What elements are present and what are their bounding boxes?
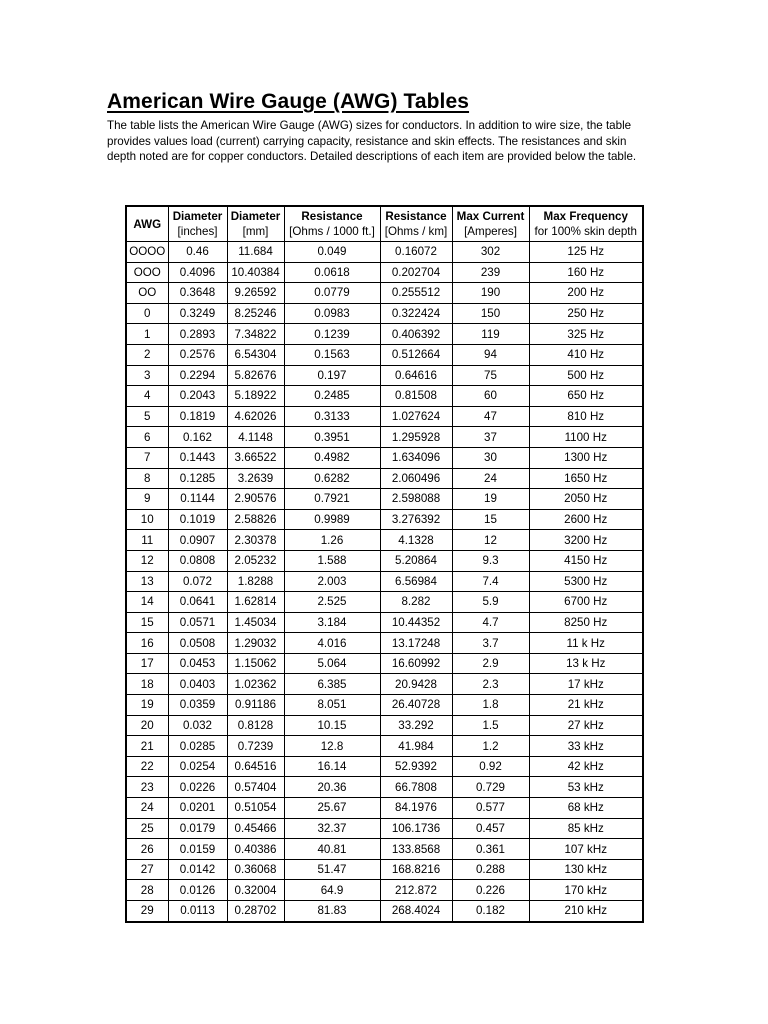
cell-resistance-km: 1.295928: [380, 427, 452, 448]
cell-diameter-inches: 0.0142: [168, 859, 227, 880]
table-row: [126, 571, 643, 592]
cell-diameter-inches: 0.0808: [168, 550, 227, 571]
table-row: [126, 344, 643, 365]
cell-awg: 12: [126, 550, 168, 571]
cell-awg: 21: [126, 736, 168, 757]
cell-resistance-km: 1.027624: [380, 406, 452, 427]
cell-diameter-inches: 0.1144: [168, 489, 227, 510]
column-header-label: Max Frequency: [543, 210, 628, 223]
column-header-awg: [126, 206, 168, 242]
table-row: [126, 386, 643, 407]
cell-max-frequency: 325 Hz: [529, 324, 643, 345]
table-row: [126, 736, 643, 757]
column-header-unit: [Ohms / 1000 ft.]: [289, 225, 375, 238]
cell-resistance-ft: 0.1239: [284, 324, 380, 345]
cell-awg: 11: [126, 530, 168, 551]
cell-max-frequency: 410 Hz: [529, 344, 643, 365]
column-header-resistance-km: [380, 206, 452, 242]
cell-resistance-km: 13.17248: [380, 633, 452, 654]
cell-diameter-inches: 0.0359: [168, 695, 227, 716]
cell-awg: 24: [126, 798, 168, 819]
cell-awg: OO: [126, 283, 168, 304]
cell-diameter-inches: 0.0254: [168, 756, 227, 777]
column-header-unit: for 100% skin depth: [534, 225, 637, 238]
cell-diameter-inches: 0.0113: [168, 901, 227, 922]
cell-diameter-inches: 0.4096: [168, 262, 227, 283]
cell-diameter-inches: 0.0508: [168, 633, 227, 654]
cell-resistance-ft: 2.525: [284, 592, 380, 613]
cell-max-frequency: 3200 Hz: [529, 530, 643, 551]
table-row: [126, 489, 643, 510]
cell-diameter-mm: 0.91186: [227, 695, 284, 716]
cell-resistance-km: 4.1328: [380, 530, 452, 551]
cell-diameter-mm: 7.34822: [227, 324, 284, 345]
table-row: [126, 592, 643, 613]
cell-max-current: 0.729: [452, 777, 529, 798]
cell-max-current: 0.457: [452, 818, 529, 839]
column-header-unit: [Amperes]: [464, 225, 517, 238]
table-row: [126, 365, 643, 386]
cell-max-frequency: 4150 Hz: [529, 550, 643, 571]
column-header-label: Resistance: [301, 210, 363, 223]
cell-diameter-mm: 2.05232: [227, 550, 284, 571]
cell-max-current: 3.7: [452, 633, 529, 654]
cell-resistance-ft: 8.051: [284, 695, 380, 716]
cell-resistance-ft: 0.6282: [284, 468, 380, 489]
cell-resistance-km: 6.56984: [380, 571, 452, 592]
cell-max-frequency: 650 Hz: [529, 386, 643, 407]
table-row: [126, 633, 643, 654]
table-row: [126, 798, 643, 819]
cell-resistance-km: 106.1736: [380, 818, 452, 839]
cell-max-frequency: 1100 Hz: [529, 427, 643, 448]
cell-awg: 2: [126, 344, 168, 365]
cell-diameter-inches: 0.3249: [168, 303, 227, 324]
cell-resistance-ft: 0.2485: [284, 386, 380, 407]
cell-resistance-km: 0.512664: [380, 344, 452, 365]
cell-diameter-inches: 0.2294: [168, 365, 227, 386]
cell-max-current: 150: [452, 303, 529, 324]
table-row: [126, 777, 643, 798]
cell-resistance-km: 0.16072: [380, 242, 452, 263]
cell-diameter-mm: 2.58826: [227, 509, 284, 530]
cell-resistance-ft: 51.47: [284, 859, 380, 880]
table-row: [126, 550, 643, 571]
table-row: [126, 612, 643, 633]
cell-diameter-mm: 6.54304: [227, 344, 284, 365]
cell-max-frequency: 8250 Hz: [529, 612, 643, 633]
cell-awg: 23: [126, 777, 168, 798]
cell-diameter-mm: 0.36068: [227, 859, 284, 880]
cell-awg: 7: [126, 447, 168, 468]
cell-max-frequency: 170 kHz: [529, 880, 643, 901]
cell-diameter-mm: 4.1148: [227, 427, 284, 448]
cell-awg: 22: [126, 756, 168, 777]
cell-diameter-mm: 0.64516: [227, 756, 284, 777]
cell-resistance-ft: 0.1563: [284, 344, 380, 365]
cell-diameter-inches: 0.0641: [168, 592, 227, 613]
cell-diameter-mm: 2.30378: [227, 530, 284, 551]
cell-resistance-ft: 64.9: [284, 880, 380, 901]
cell-diameter-mm: 0.32004: [227, 880, 284, 901]
cell-resistance-ft: 0.4982: [284, 447, 380, 468]
cell-resistance-ft: 0.7921: [284, 489, 380, 510]
cell-resistance-ft: 2.003: [284, 571, 380, 592]
column-header-label: Diameter: [230, 210, 281, 223]
cell-resistance-km: 0.255512: [380, 283, 452, 304]
cell-diameter-mm: 5.82676: [227, 365, 284, 386]
cell-diameter-mm: 10.40384: [227, 262, 284, 283]
cell-resistance-ft: 0.0618: [284, 262, 380, 283]
column-header-unit: [mm]: [242, 225, 269, 238]
cell-resistance-km: 0.406392: [380, 324, 452, 345]
cell-diameter-inches: 0.1285: [168, 468, 227, 489]
cell-resistance-ft: 40.81: [284, 839, 380, 860]
cell-max-current: 119: [452, 324, 529, 345]
cell-resistance-km: 0.322424: [380, 303, 452, 324]
cell-max-frequency: 85 kHz: [529, 818, 643, 839]
column-header-max-frequency: [529, 206, 643, 242]
awg-table: [125, 205, 644, 923]
cell-diameter-mm: 0.51054: [227, 798, 284, 819]
column-header-unit: [inches]: [177, 225, 218, 238]
cell-max-current: 19: [452, 489, 529, 510]
cell-diameter-mm: 1.29032: [227, 633, 284, 654]
cell-diameter-mm: 0.8128: [227, 715, 284, 736]
cell-max-frequency: 21 kHz: [529, 695, 643, 716]
column-header-label: Diameter: [172, 210, 223, 223]
cell-diameter-mm: 0.57404: [227, 777, 284, 798]
cell-awg: 4: [126, 386, 168, 407]
cell-resistance-km: 84.1976: [380, 798, 452, 819]
page-title: American Wire Gauge (AWG) Tables: [107, 90, 470, 113]
cell-resistance-km: 268.4024: [380, 901, 452, 922]
cell-resistance-km: 2.060496: [380, 468, 452, 489]
cell-diameter-mm: 5.18922: [227, 386, 284, 407]
table-row: [126, 530, 643, 551]
cell-max-frequency: 53 kHz: [529, 777, 643, 798]
cell-awg: 1: [126, 324, 168, 345]
table-row: [126, 859, 643, 880]
cell-awg: OOO: [126, 262, 168, 283]
cell-resistance-ft: 12.8: [284, 736, 380, 757]
table-row: [126, 715, 643, 736]
cell-diameter-inches: 0.072: [168, 571, 227, 592]
table-row: [126, 880, 643, 901]
column-header-max-current: [452, 206, 529, 242]
cell-awg: 15: [126, 612, 168, 633]
cell-max-current: 37: [452, 427, 529, 448]
cell-resistance-km: 212.872: [380, 880, 452, 901]
cell-diameter-inches: 0.0403: [168, 674, 227, 695]
column-header-diameter-inches: [168, 206, 227, 242]
cell-max-current: 94: [452, 344, 529, 365]
cell-max-current: 190: [452, 283, 529, 304]
cell-resistance-km: 0.81508: [380, 386, 452, 407]
cell-diameter-mm: 0.28702: [227, 901, 284, 922]
cell-awg: 18: [126, 674, 168, 695]
cell-max-frequency: 11 k Hz: [529, 633, 643, 654]
cell-max-frequency: 1300 Hz: [529, 447, 643, 468]
column-header-label: Max Current: [456, 210, 525, 223]
table-row: [126, 901, 643, 922]
cell-max-current: 0.288: [452, 859, 529, 880]
cell-max-current: 60: [452, 386, 529, 407]
cell-diameter-inches: 0.2893: [168, 324, 227, 345]
cell-diameter-inches: 0.46: [168, 242, 227, 263]
cell-diameter-inches: 0.0201: [168, 798, 227, 819]
table-body: [126, 242, 643, 922]
table-row: [126, 283, 643, 304]
cell-max-frequency: 68 kHz: [529, 798, 643, 819]
cell-diameter-mm: 0.45466: [227, 818, 284, 839]
cell-diameter-inches: 0.2576: [168, 344, 227, 365]
table-row: [126, 818, 643, 839]
cell-diameter-inches: 0.3648: [168, 283, 227, 304]
cell-awg: 0: [126, 303, 168, 324]
cell-max-frequency: 2050 Hz: [529, 489, 643, 510]
cell-awg: 6: [126, 427, 168, 448]
cell-resistance-km: 41.984: [380, 736, 452, 757]
cell-max-current: 24: [452, 468, 529, 489]
cell-max-current: 4.7: [452, 612, 529, 633]
cell-resistance-ft: 0.3133: [284, 406, 380, 427]
cell-diameter-mm: 2.90576: [227, 489, 284, 510]
cell-max-current: 1.8: [452, 695, 529, 716]
cell-max-current: 9.3: [452, 550, 529, 571]
column-header-label: Resistance: [385, 210, 447, 223]
cell-max-frequency: 17 kHz: [529, 674, 643, 695]
cell-resistance-ft: 0.197: [284, 365, 380, 386]
cell-diameter-mm: 4.62026: [227, 406, 284, 427]
cell-awg: 16: [126, 633, 168, 654]
cell-max-current: 75: [452, 365, 529, 386]
cell-resistance-km: 3.276392: [380, 509, 452, 530]
cell-diameter-mm: 3.2639: [227, 468, 284, 489]
cell-resistance-km: 16.60992: [380, 653, 452, 674]
cell-max-current: 0.92: [452, 756, 529, 777]
cell-max-frequency: 42 kHz: [529, 756, 643, 777]
cell-max-frequency: 6700 Hz: [529, 592, 643, 613]
cell-diameter-mm: 1.15062: [227, 653, 284, 674]
cell-awg: 3: [126, 365, 168, 386]
cell-resistance-ft: 6.385: [284, 674, 380, 695]
cell-diameter-inches: 0.0285: [168, 736, 227, 757]
cell-resistance-ft: 16.14: [284, 756, 380, 777]
table-header-row: [126, 206, 643, 242]
table-row: [126, 242, 643, 263]
cell-max-frequency: 27 kHz: [529, 715, 643, 736]
cell-diameter-mm: 0.7239: [227, 736, 284, 757]
cell-max-frequency: 13 k Hz: [529, 653, 643, 674]
cell-resistance-ft: 0.9989: [284, 509, 380, 530]
cell-diameter-inches: 0.0159: [168, 839, 227, 860]
cell-max-current: 2.3: [452, 674, 529, 695]
cell-resistance-km: 2.598088: [380, 489, 452, 510]
cell-awg: 28: [126, 880, 168, 901]
cell-resistance-km: 66.7808: [380, 777, 452, 798]
cell-awg: 27: [126, 859, 168, 880]
cell-resistance-ft: 81.83: [284, 901, 380, 922]
cell-awg: 25: [126, 818, 168, 839]
cell-max-frequency: 200 Hz: [529, 283, 643, 304]
cell-max-frequency: 130 kHz: [529, 859, 643, 880]
cell-max-current: 5.9: [452, 592, 529, 613]
cell-resistance-ft: 4.016: [284, 633, 380, 654]
cell-max-current: 0.577: [452, 798, 529, 819]
cell-diameter-inches: 0.0126: [168, 880, 227, 901]
cell-resistance-ft: 25.67: [284, 798, 380, 819]
cell-max-current: 302: [452, 242, 529, 263]
table-row: [126, 839, 643, 860]
column-header-label: AWG: [133, 217, 162, 231]
cell-resistance-ft: 5.064: [284, 653, 380, 674]
cell-resistance-ft: 1.26: [284, 530, 380, 551]
cell-resistance-ft: 1.588: [284, 550, 380, 571]
cell-resistance-ft: 20.36: [284, 777, 380, 798]
cell-awg: 17: [126, 653, 168, 674]
cell-awg: 29: [126, 901, 168, 922]
cell-resistance-ft: 10.15: [284, 715, 380, 736]
cell-diameter-mm: 8.25246: [227, 303, 284, 324]
cell-resistance-ft: 3.184: [284, 612, 380, 633]
cell-max-current: 0.361: [452, 839, 529, 860]
column-header-resistance-ft: [284, 206, 380, 242]
cell-max-current: 1.5: [452, 715, 529, 736]
table-row: [126, 303, 643, 324]
cell-resistance-km: 1.634096: [380, 447, 452, 468]
cell-max-frequency: 250 Hz: [529, 303, 643, 324]
cell-max-frequency: 33 kHz: [529, 736, 643, 757]
cell-diameter-inches: 0.2043: [168, 386, 227, 407]
cell-max-current: 0.226: [452, 880, 529, 901]
cell-max-frequency: 2600 Hz: [529, 509, 643, 530]
cell-diameter-mm: 1.8288: [227, 571, 284, 592]
cell-diameter-inches: 0.1019: [168, 509, 227, 530]
intro-paragraph: The table lists the American Wire Gauge (AWG) sizes for conductors. In addition to wire size, the table provides values load (current) carrying capacity, resistance and skin effects. The resistances and skin depth noted are for copper conductors. Detailed descriptions of each item are provided below the table.: [107, 119, 637, 163]
cell-max-current: 47: [452, 406, 529, 427]
cell-resistance-km: 133.8568: [380, 839, 452, 860]
cell-awg: 13: [126, 571, 168, 592]
cell-diameter-inches: 0.162: [168, 427, 227, 448]
table-row: [126, 756, 643, 777]
cell-resistance-km: 0.202704: [380, 262, 452, 283]
cell-max-frequency: 210 kHz: [529, 901, 643, 922]
cell-awg: 26: [126, 839, 168, 860]
cell-diameter-mm: 0.40386: [227, 839, 284, 860]
table-row: [126, 262, 643, 283]
column-header-diameter-mm: [227, 206, 284, 242]
cell-resistance-ft: 0.0983: [284, 303, 380, 324]
cell-resistance-km: 8.282: [380, 592, 452, 613]
table-row: [126, 674, 643, 695]
cell-resistance-ft: 0.0779: [284, 283, 380, 304]
cell-diameter-mm: 9.26592: [227, 283, 284, 304]
table-row: [126, 447, 643, 468]
cell-awg: 10: [126, 509, 168, 530]
cell-max-frequency: 500 Hz: [529, 365, 643, 386]
cell-diameter-inches: 0.1819: [168, 406, 227, 427]
table-row: [126, 509, 643, 530]
cell-max-current: 2.9: [452, 653, 529, 674]
cell-resistance-km: 20.9428: [380, 674, 452, 695]
cell-max-current: 12: [452, 530, 529, 551]
cell-max-current: 15: [452, 509, 529, 530]
cell-resistance-ft: 0.049: [284, 242, 380, 263]
cell-max-current: 30: [452, 447, 529, 468]
cell-max-frequency: 1650 Hz: [529, 468, 643, 489]
cell-max-frequency: 125 Hz: [529, 242, 643, 263]
cell-diameter-mm: 1.02362: [227, 674, 284, 695]
cell-awg: 8: [126, 468, 168, 489]
cell-max-current: 0.182: [452, 901, 529, 922]
column-header-unit: [Ohms / km]: [384, 225, 448, 238]
cell-diameter-mm: 1.62814: [227, 592, 284, 613]
cell-diameter-inches: 0.0571: [168, 612, 227, 633]
cell-diameter-inches: 0.0907: [168, 530, 227, 551]
table-row: [126, 653, 643, 674]
cell-awg: 14: [126, 592, 168, 613]
cell-max-frequency: 107 kHz: [529, 839, 643, 860]
cell-resistance-km: 52.9392: [380, 756, 452, 777]
table-row: [126, 324, 643, 345]
cell-diameter-mm: 11.684: [227, 242, 284, 263]
cell-resistance-km: 168.8216: [380, 859, 452, 880]
cell-diameter-mm: 3.66522: [227, 447, 284, 468]
cell-diameter-inches: 0.0453: [168, 653, 227, 674]
table-row: [126, 695, 643, 716]
cell-max-current: 7.4: [452, 571, 529, 592]
cell-resistance-ft: 32.37: [284, 818, 380, 839]
cell-max-frequency: 5300 Hz: [529, 571, 643, 592]
cell-awg: 20: [126, 715, 168, 736]
cell-max-current: 1.2: [452, 736, 529, 757]
cell-resistance-km: 33.292: [380, 715, 452, 736]
cell-resistance-ft: 0.3951: [284, 427, 380, 448]
cell-diameter-inches: 0.1443: [168, 447, 227, 468]
cell-awg: 19: [126, 695, 168, 716]
table-row: [126, 406, 643, 427]
cell-awg: 5: [126, 406, 168, 427]
cell-awg: OOOO: [126, 242, 168, 263]
cell-diameter-inches: 0.0226: [168, 777, 227, 798]
cell-max-frequency: 160 Hz: [529, 262, 643, 283]
cell-resistance-km: 26.40728: [380, 695, 452, 716]
cell-max-frequency: 810 Hz: [529, 406, 643, 427]
cell-diameter-mm: 1.45034: [227, 612, 284, 633]
cell-resistance-km: 5.20864: [380, 550, 452, 571]
cell-awg: 9: [126, 489, 168, 510]
cell-diameter-inches: 0.0179: [168, 818, 227, 839]
cell-diameter-inches: 0.032: [168, 715, 227, 736]
table-row: [126, 427, 643, 448]
cell-resistance-km: 0.64616: [380, 365, 452, 386]
cell-resistance-km: 10.44352: [380, 612, 452, 633]
table-row: [126, 468, 643, 489]
cell-max-current: 239: [452, 262, 529, 283]
